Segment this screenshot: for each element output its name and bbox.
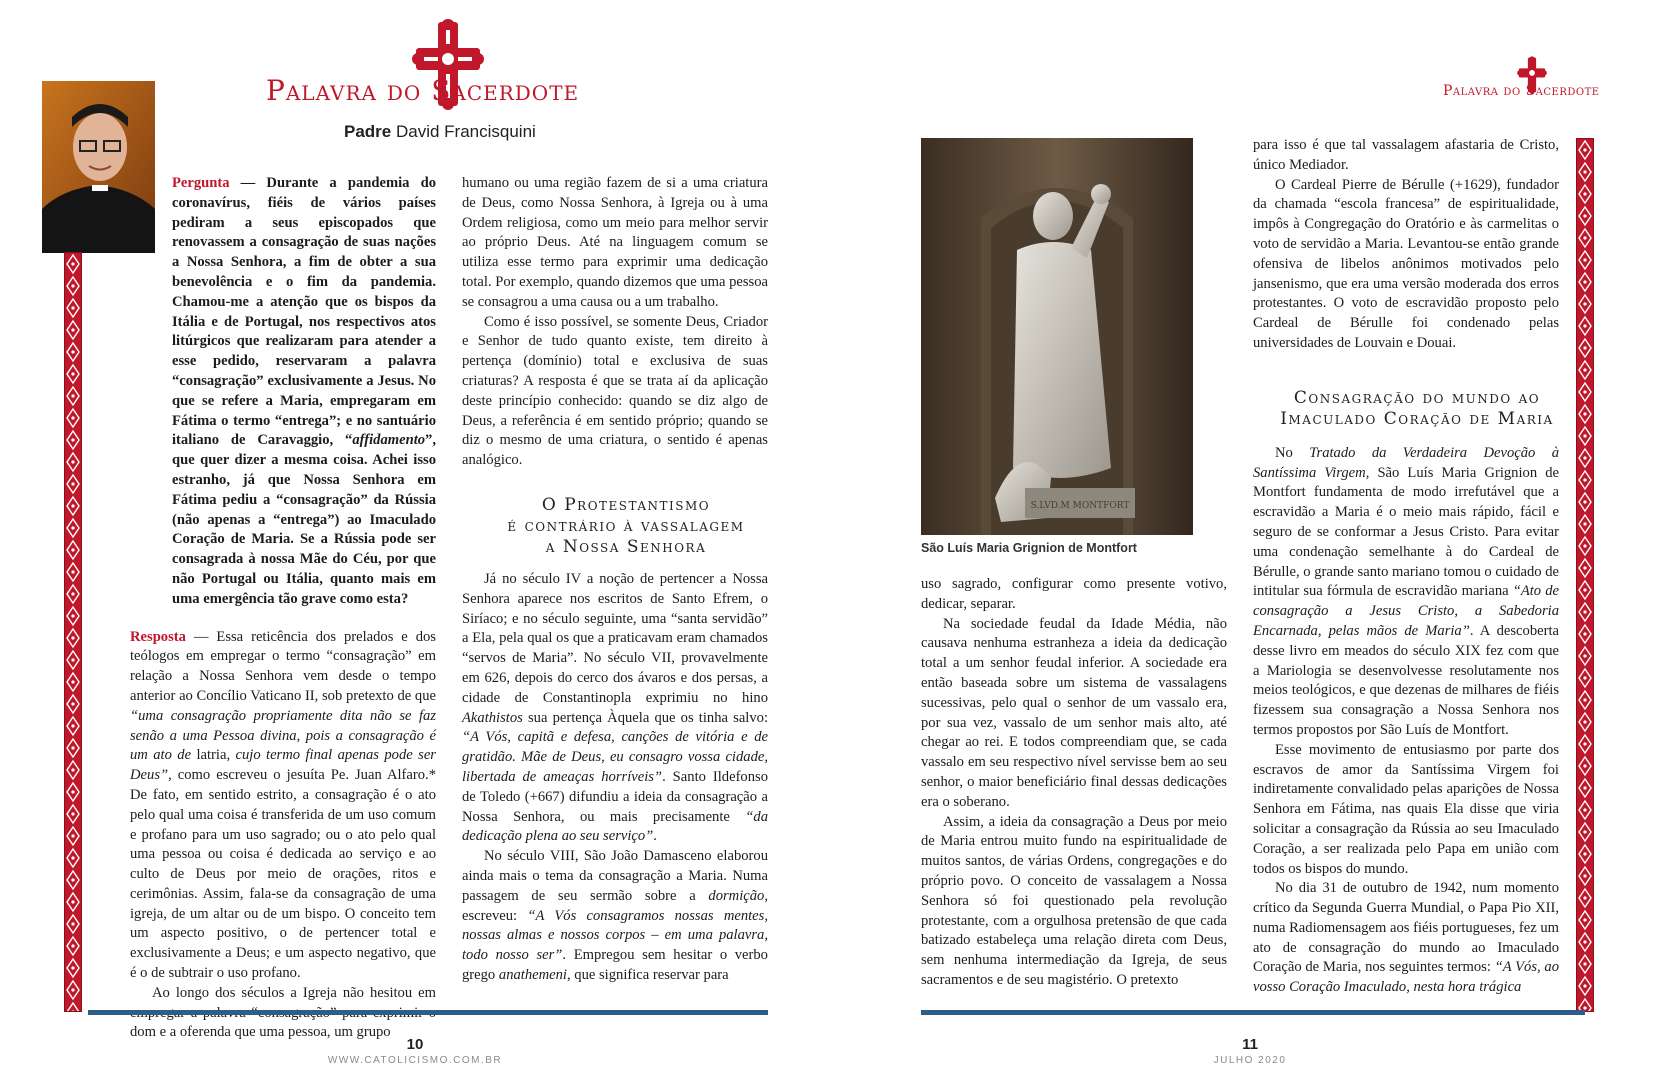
question-paragraph: Pergunta — Durante a pandemia do coronavírus, fiéis de vários países pediram a seus episcopados que renovassem a consagração de suas nações a Nossa Senhora, a fim de obter a sua benevolência e o fim da pandemia. Chamou-me a atenção que os bispos da Itália e de Portugal, nos respectivos atos litúrgicos que realizaram para atender a esse pedido, reservaram a palavra “consagração” exclusivamente a Jesus. No que se refere a Maria, empregaram em Fátima o termo “entrega”; e no santuário italiano de Caravaggio, “affidamento”, que quer dizer a mesma coisa. Achei isso estranho, já que Nossa Senhora em Fátima pediu a “consagração” da Rússia (não apenas a “entrega”) ao Imaculado Coração de Maria. Se a Rússia pode ser consagrada à nossa Mãe do Céu, por que não Portugal ou Itália, quanto mais em uma emergência tão grave como esta? xyxy=(172,175,436,607)
right-page xyxy=(835,0,1670,1080)
column-title-small: Palavra do Sacerdote xyxy=(1443,83,1600,99)
column-title: Palavra do Sacerdote xyxy=(266,74,580,107)
footer-date: JULHO 2020 xyxy=(1213,1055,1287,1066)
page-number: 11 xyxy=(1242,1036,1258,1053)
section-heading: O Protestantismo é contrário à vassalagem a Nossa Senhora xyxy=(507,494,745,557)
body-paragraph: humano ou uma região fazem de si a uma criatura de Deus, como Nossa Senhora, à Igreja ou à uma Ordem religiosa, como um meio para melhor servir ao próprio Deus. Até na linguagem comum se utiliza esse termo para exprimir uma dedicação total. Por exemplo, quando dizemos que uma pessoa se consagrou a uma causa ou a um trabalho. xyxy=(462,175,768,310)
statue-photo xyxy=(921,138,1193,535)
question-label: Pergunta xyxy=(172,175,230,191)
body-paragraph: No dia 31 de outubro de 1942, num momento crítico da Segunda Guerra Mundial, o Papa Pio XII, numa Radiomensagem aos fiéis portugueses, fez um ato de consagração do mundo ao Imaculado Coração de Maria, nos seguintes termos: “A Vós, ao vosso Coração Imaculado, nesta hora trágica xyxy=(1253,880,1560,996)
answer-paragraph: Resposta — Essa reticência dos prelados e dos teólogos em empregar o termo “consagração” em relação a Nossa Senhora vem desde o tempo anterior ao Concílio Vaticano II, sob pretexto de que “uma consagração propriamente dita não se faz senão a uma Pessoa divina, pois a consagração é um ato de latria, cujo termo final apenas pode ser Deus”, como escreveu o jesuíta Pe. Juan Alfaro.* De fato, em sentido estrito, a consagração é o ato pelo qual uma coisa é transferida de um uso comum e profano para um uso sagrado; ou o ato pelo qual uma pessoa ou coisa é dedicada ao serviço e ao culto de Deus por meio de orações, ritos e cerimônias. Assim, fala-se da consagração de uma igreja, de um altar ou de um bispo. O conceito tem um aspecto positivo, o de pertencer total e exclusivamente a Deus; e um aspecto negativo, que é o de subtrair o uso profano. xyxy=(130,628,436,982)
right-column-2 xyxy=(1253,136,1559,998)
left-column-2 xyxy=(462,174,768,986)
body-paragraph: Assim, a ideia da consagração a Deus por meio de Maria entrou muito fundo na espiritualidade de muitos santos, de várias Ordens, congregações e do próprio povo. O conceito de vassalagem a Nossa Senhora só foi questionado pela revolução protestante, com a orgulhosa pretensão de que cada batizado estabeleça uma relação direta com Deus, sem nenhuma intermediação da Igreja, de seus sacramentos e de seu magistério. O pretexto xyxy=(921,813,1227,988)
statue-inscription: S.LVD.M MONTFORT xyxy=(1030,501,1130,511)
body-paragraph: Ao longo dos séculos a Igreja não hesitou em dom e a oferenda que uma pessoa, um grupo xyxy=(130,984,436,1041)
photo-caption: São Luís Maria Grignion de Montfort xyxy=(921,541,1137,555)
author-name: David Francisquini xyxy=(395,122,536,141)
body-paragraph: No Tratado da Verdadeira Devoção à Santíssima Virgem, São Luís Maria Grignion de Montfort fundamenta de modo irrefutável que a escravidão a Maria é o meio mais rápido, fácil e seguro de se conformar a Jesus Cristo. Para evitar uma condenação semelhante à do Cardeal de Bérulle, o grande santo mariano tomou o cuidado de intitular sua fórmula de escravidão mariana “Ato de consagração a Jesus Cristo, a Sabedoria Encarnada, pelas mãos de Maria”. A descoberta desse livro em meados do século XIX fez com que a Mariologia se desenvolvesse resolutamente nos meios teológicos, e que dezenas de milhares de fiéis fizessem sua consagração a Nossa Senhora nos termos propostos por São Luís de Montfort. xyxy=(1253,444,1559,738)
left-column-1 xyxy=(130,174,436,1043)
body-paragraph: Como é isso possível, se somente Deus, Criador e Senhor de tudo quanto existe, tem direito à pertença (domínio) total e exclusiva de suas criaturas? A resposta é que se trata aí da aplicação deste princípio conhecido: quando se diz algo de Deus, a referência é em sentido próprio; quando se diz o mesmo de uma criatura, o sentido é apenas analógico. xyxy=(462,313,768,469)
author-line xyxy=(344,122,536,142)
body-paragraph: para isso é que tal vassalagem afastaria de Cristo, único Mediador. xyxy=(1253,137,1559,173)
page-footer xyxy=(300,1036,530,1066)
body-paragraph: Na sociedade feudal da Idade Média, não causava nenhuma estranheza a ideia da dedicação total a um senhor feudal inferior. A sociedade era então baseada sobre um sistema de vassalagens sucessivas, pelo qual o senhor de um vassalo era, por sua vez, vassalo de um senhor mais alto, até chegar ao rei. E todos compreendiam que, se cada vassalo em seu respectivo nível servisse bem ao seu senhor, o maior beneficiário final dessas dedicações era o soberano. xyxy=(921,615,1227,810)
bottom-rule xyxy=(921,1010,1585,1015)
body-paragraph: Esse movimento de entusiasmo por parte dos escravos de amor da Santíssima Virgem foi indiretamente convalidado pelas aparições de Nossa Senhora em Fátima, nas quais Ela disse que viria solicitar a consagração da Rússia ao seu Imaculado Coração, a ser realizada pelo Papa em união com todos os bispos do mundo. xyxy=(1253,741,1559,877)
right-column-1 xyxy=(921,575,1227,991)
page-number: 10 xyxy=(406,1036,424,1053)
body-paragraph: O Cardeal Pierre de Bérulle (+1629), fundador da chamada “escola francesa” de espiritualidade, impôs à Congregação do Oratório e às carmelitas o voto de servidão a Maria. Levantou-se então grande ofensiva de libelos anônimos motivados pelo jansenismo, que era uma versão moderada dos erros protestantes. O voto de escravidão proposto pelo Cardeal de Bérulle foi condenado pelas universidades de Louvain e Douai. xyxy=(1253,176,1559,351)
author-prefix: Padre xyxy=(344,122,392,141)
section-heading: Consagração do mundo ao Imaculado Coração de Maria xyxy=(1280,387,1554,429)
body-paragraph: Já no século IV a noção de pertencer a Nossa Senhora aparece nos escritos de Santo Efrem, o Siríaco; e no século seguinte, uma “santa servidão” a Ela, pela qual os que a praticavam eram chamados “servos de Maria”. No século VII, provavelmente em 626, depois do cerco dos ávaros e dos persas, a cidade de Constantinopla exprimiu no hino Akathistos sua pertença Àquela que os tinha salvo: “A Vós, capitã e defesa, canções de vitória e de gratidão. Mãe de Deus, eu consagro vossa cidade, libertada de ameaças horríveis”. Santo Ildefonso de Toledo (+667) difundiu a ideia da consagração a Nossa Senhora, ou mais precisamente “da dedicação plena ao seu serviço”. xyxy=(462,570,768,845)
answer-label: Resposta xyxy=(130,628,186,645)
footer-website: WWW.CATOLICISMO.COM.BR xyxy=(327,1055,503,1066)
page-footer xyxy=(1135,1036,1365,1066)
body-paragraph: uso sagrado, configurar como presente votivo, dedicar, separar. xyxy=(921,576,1227,612)
decorative-border xyxy=(1576,138,1594,1012)
decorative-border xyxy=(64,252,82,1012)
body-paragraph: No século VIII, São João Damasceno elaborou ainda mais o tema da consagração a Maria. Numa passagem de seu sermão sobre a dormição, escreveu: “A Vós consagramos nossas mentes, nossas almas e nossos corpos – em uma palavra, todo nosso ser”. Empregou sem hesitar o verbo grego anathemeni, que significa reservar para xyxy=(462,848,768,983)
bottom-rule xyxy=(88,1010,768,1015)
